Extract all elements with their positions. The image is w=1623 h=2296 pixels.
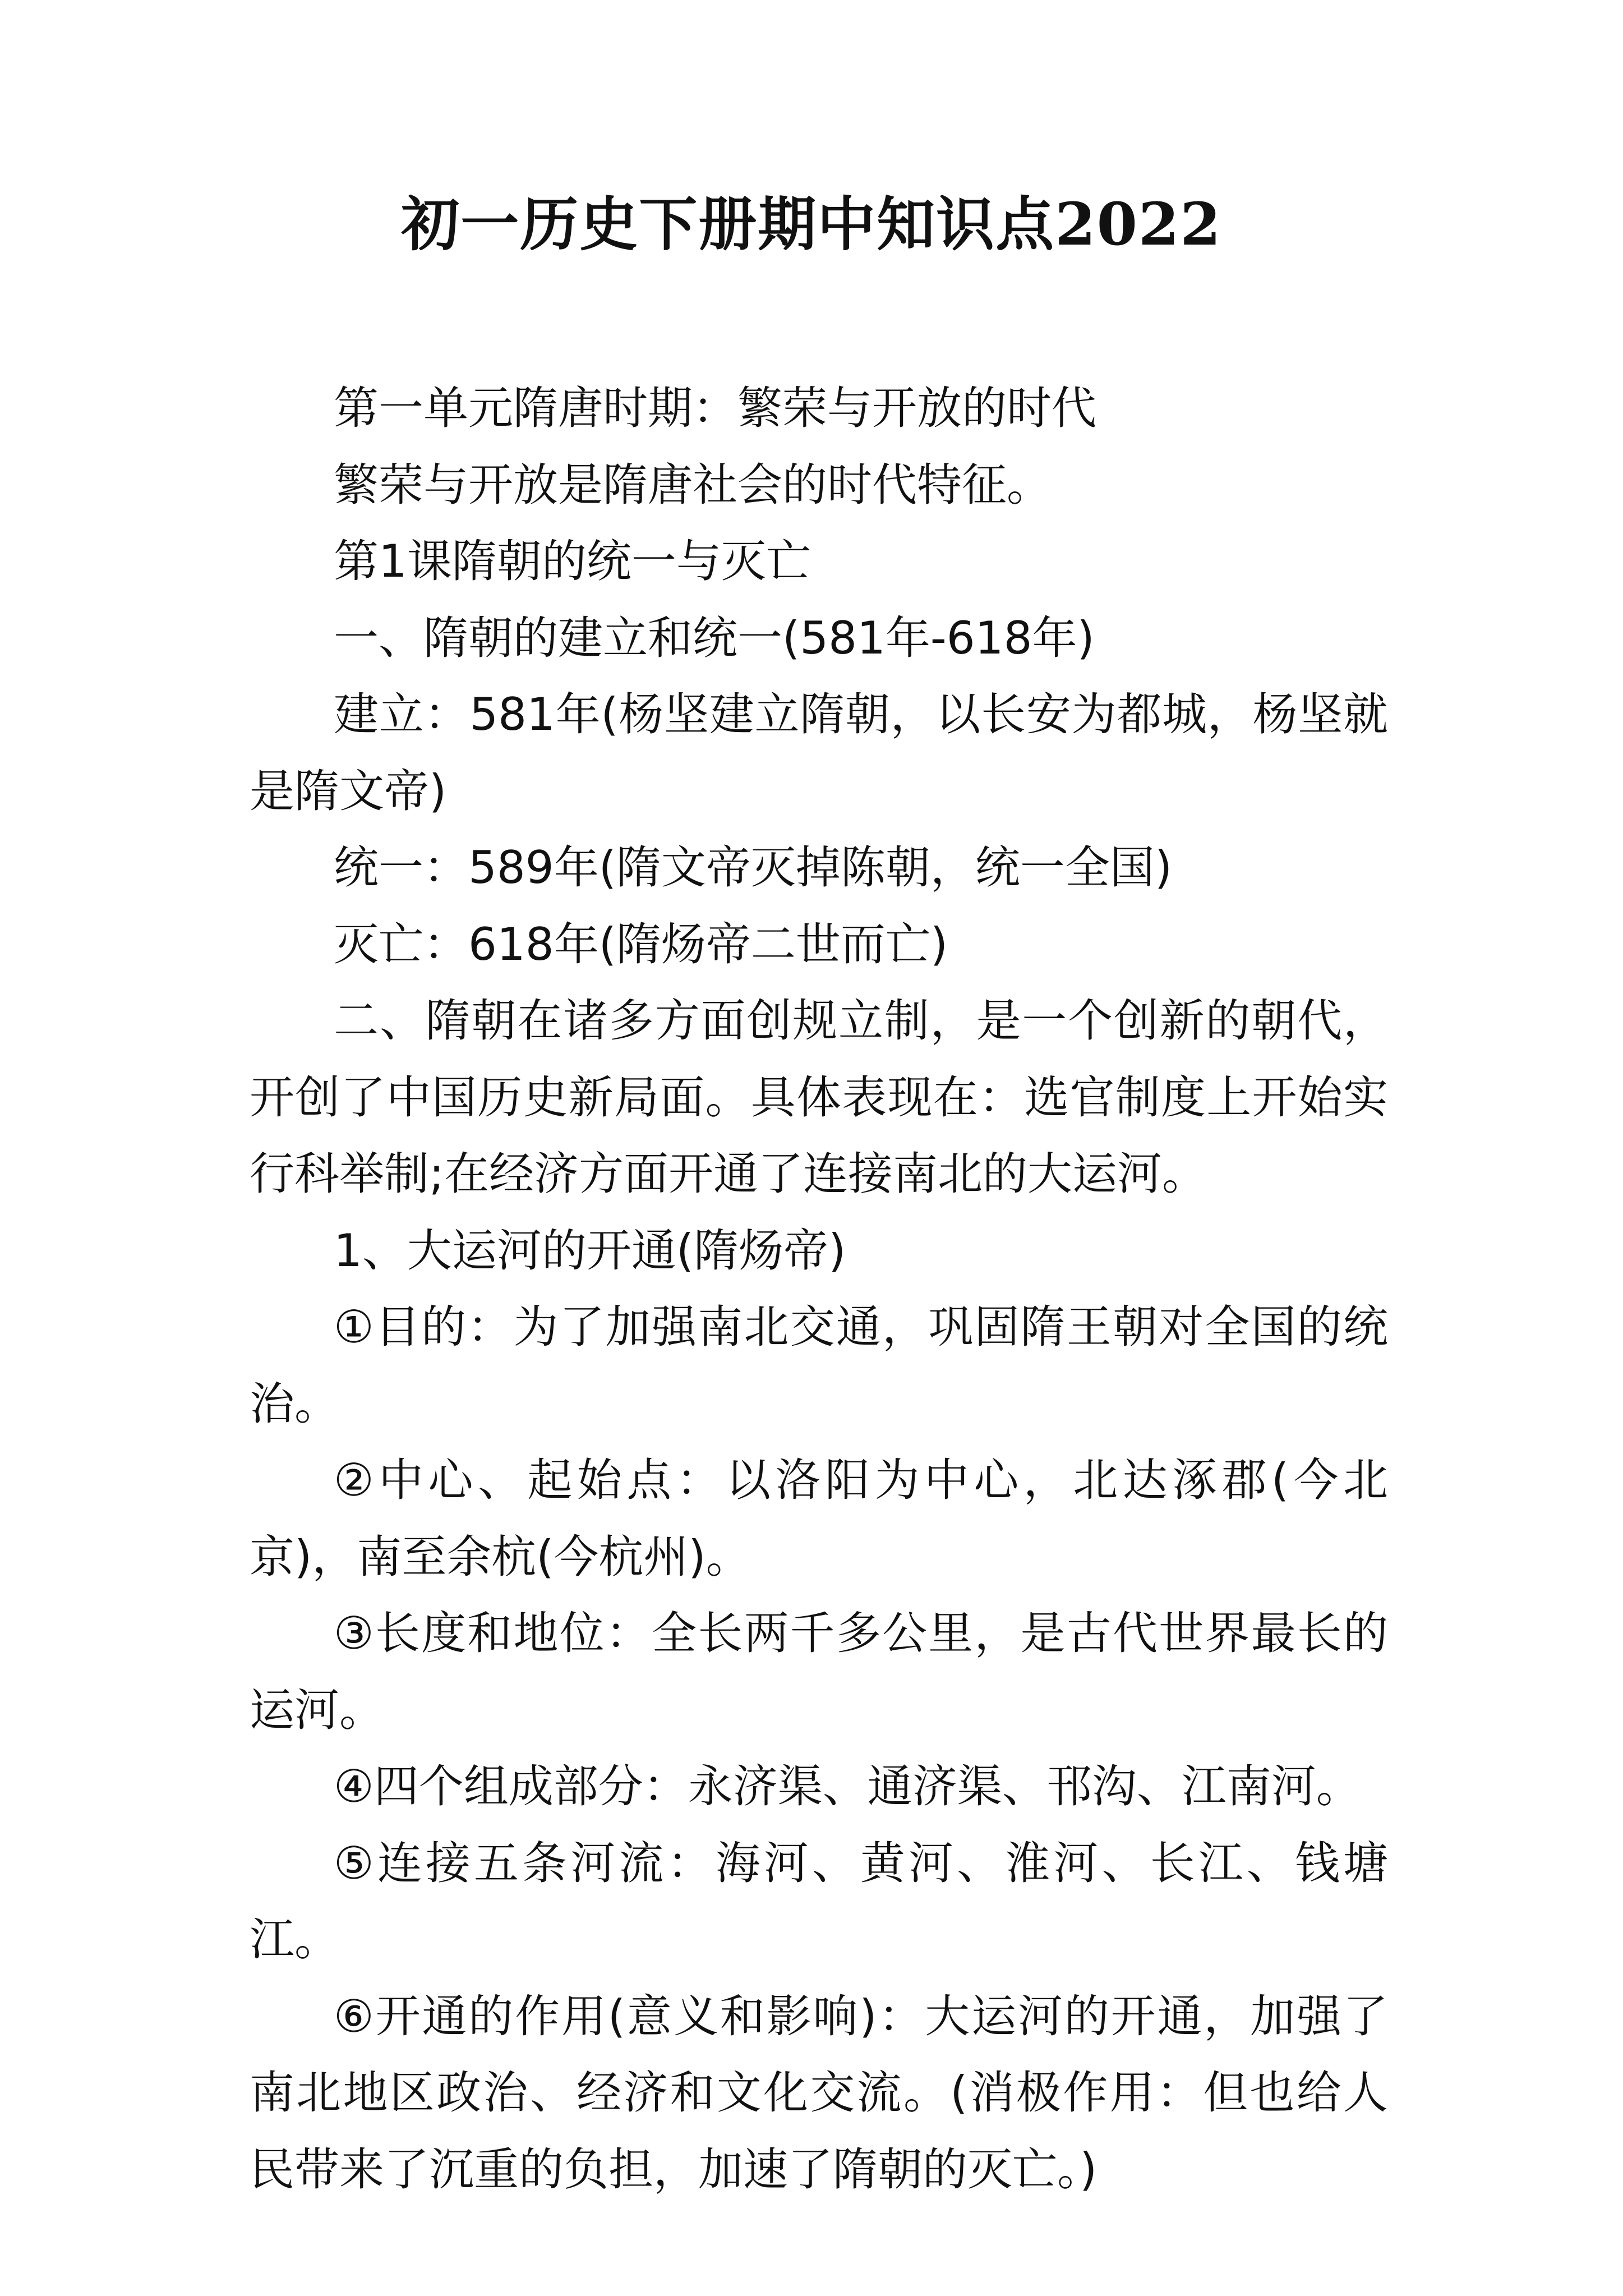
paragraph-canal-purpose: ①目的：为了加强南北交通，巩固隋王朝对全国的统治。: [250, 1301, 1388, 1430]
paragraph-founding: 建立：581年(杨坚建立隋朝，以长安为都城，杨坚就是隋文帝): [250, 688, 1388, 817]
paragraph-unit-heading: 第一单元隋唐时期：繁荣与开放的时代: [334, 382, 1096, 434]
paragraph-canal-heading: 1、大运河的开通(隋炀帝): [334, 1224, 846, 1277]
paragraph-lesson-heading: 第1课隋朝的统一与灭亡: [334, 535, 811, 587]
paragraph-fall: 灭亡：618年(隋炀帝二世而亡): [334, 918, 948, 970]
paragraph-canal-center: ②中心、起始点：以洛阳为中心，北达涿郡(今北京)，南至余杭(今杭州)。: [250, 1454, 1388, 1583]
paragraph-unit-summary: 繁荣与开放是隋唐社会的时代特征。: [334, 458, 1052, 511]
paragraph-unification: 统一：589年(隋文帝灭掉陈朝，统一全国): [334, 841, 1173, 894]
paragraph-section-one-heading: 一、隋朝的建立和统一(581年-618年): [334, 611, 1095, 664]
paragraph-canal-rivers: ⑤连接五条河流：海河、黄河、淮河、长江、钱塘江。: [250, 1837, 1388, 1966]
paragraph-canal-length: ③长度和地位：全长两千多公里，是古代世界最长的运河。: [250, 1607, 1388, 1736]
paragraph-canal-parts: ④四个组成部分：永济渠、通济渠、邗沟、江南河。: [334, 1760, 1361, 1812]
paragraph-canal-effects: ⑥开通的作用(意义和影响)：大运河的开通，加强了南北地区政治、经济和文化交流。(消极作用：但也给人民带来了沉重的负担，加速了隋朝的灭亡。): [250, 1990, 1388, 2196]
document-title: 初一历史下册期中知识点2022: [401, 190, 1222, 259]
document-body: [250, 370, 1388, 2208]
paragraph-section-two: 二、隋朝在诸多方面创规立制，是一个创新的朝代，开创了中国历史新局面。具体表现在：选官制度上开始实行科举制;在经济方面开通了连接南北的大运河。: [250, 995, 1388, 1200]
